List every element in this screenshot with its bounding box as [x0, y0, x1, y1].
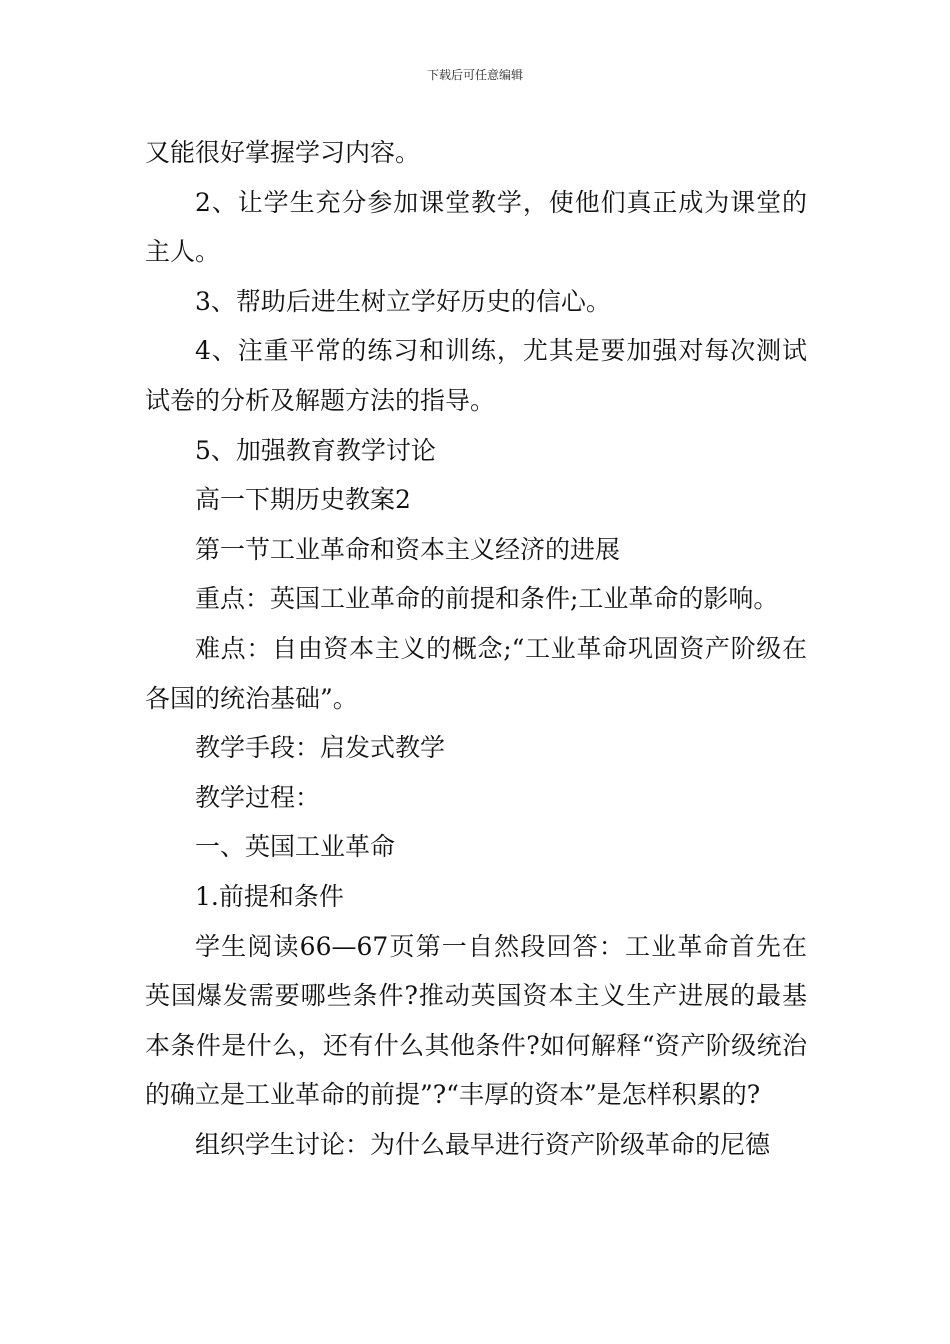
paragraph-item-2: 2、让学生充分参加课堂教学，使他们真正成为课堂的主人。	[145, 187, 807, 267]
lesson-title: 高一下期历史教案2	[195, 485, 411, 515]
paragraph-item-3: 3、帮助后进生树立学好历史的信心。	[195, 286, 611, 316]
teaching-method: 教学手段：启发式教学	[195, 733, 446, 763]
section-title: 第一节工业革命和资本主义经济的进展	[195, 534, 621, 564]
document-body	[145, 128, 807, 1169]
subsection-heading: 1.前提和条件	[195, 881, 344, 911]
key-points: 重点：英国工业革命的前提和条件;工业革命的影响。	[195, 584, 779, 614]
reading-task-paragraph: 学生阅读66—67页第一自然段回答：工业革命首先在英国爆发需要哪些条件?推动英国资本主义生产进展的最基本条件是什么，还有什么其他条件?如何解释“资产阶级统治的确立是工业革命的前提”?“丰厚的资本”是怎样积累的?	[145, 931, 807, 1110]
part-one-heading: 一、英国工业革命	[195, 832, 396, 862]
page-header: 下载后可任意编辑	[426, 68, 523, 82]
paragraph-item-5: 5、加强教育教学讨论	[195, 435, 436, 465]
difficult-points: 难点：自由资本主义的概念;“工业革命巩固资产阶级在各国的统治基础”。	[145, 633, 807, 713]
paragraph-continuation: 又能很好掌握学习内容。	[145, 138, 421, 167]
teaching-process-heading: 教学过程：	[195, 782, 321, 812]
paragraph-item-4: 4、注重平常的练习和训练，尤其是要加强对每次测试试卷的分析及解题方法的指导。	[145, 336, 807, 415]
discussion-paragraph: 组织学生讨论：为什么最早进行资产阶级革命的尼德	[195, 1129, 771, 1159]
